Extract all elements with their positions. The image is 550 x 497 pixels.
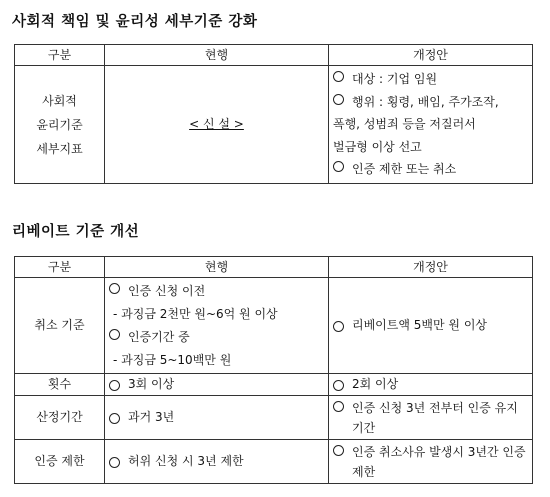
header-current: 현행	[105, 257, 329, 278]
list-item-text: 인증기간 중	[128, 329, 190, 344]
list-item-text: 인증 신청 이전	[128, 283, 206, 298]
section2-title: 리베이트 기준 개선	[12, 224, 140, 240]
list-item-text: 허위 신청 시 3년 제한	[128, 454, 244, 469]
list-subitem	[109, 303, 324, 326]
circle-bullet-icon	[109, 283, 120, 294]
list-item-text: 인증 제한 또는 취소	[352, 162, 457, 177]
list-item-text: 행위 : 횡령, 배임, 주가조작,	[352, 94, 499, 109]
circle-bullet-icon	[333, 401, 344, 412]
current-cell	[105, 66, 329, 184]
section1-title: 사회적 책임 및 윤리성 세부기준 강화	[12, 14, 258, 30]
current-cell	[105, 396, 329, 440]
current-cell	[105, 278, 329, 374]
list-item-continuation	[333, 113, 528, 136]
table-row	[15, 440, 533, 484]
list-item	[333, 158, 528, 181]
current-cell	[105, 440, 329, 484]
header-row	[15, 257, 533, 278]
list-item	[109, 454, 324, 468]
header-row	[15, 45, 533, 66]
list-item	[333, 68, 528, 91]
circle-bullet-icon	[109, 380, 120, 391]
list-item-text: 3회 이상	[128, 377, 175, 392]
circle-bullet-icon	[333, 321, 344, 332]
table-row	[15, 278, 533, 374]
circle-bullet-icon	[333, 94, 344, 105]
new-establishment-text: < 신 설 >	[189, 117, 244, 132]
circle-bullet-icon	[109, 457, 120, 468]
list-item-text: 과거 3년	[128, 410, 175, 425]
list-item	[333, 377, 528, 391]
table-row	[15, 396, 533, 440]
circle-bullet-icon	[109, 329, 120, 340]
list-item	[333, 318, 528, 332]
list-item	[333, 442, 528, 482]
header-category: 구분	[15, 257, 105, 278]
list-item-text: 대상 : 기업 임원	[352, 72, 438, 87]
row-label: 인증 제한	[15, 440, 105, 484]
row-label: 산정기간	[15, 396, 105, 440]
list-item-text: 리베이트액 5백만 원 이상	[352, 318, 487, 333]
label-line: 사회적	[42, 93, 77, 108]
revised-cell	[329, 278, 533, 374]
circle-bullet-icon	[109, 413, 120, 424]
row-label: 취소 기준	[15, 278, 105, 374]
circle-bullet-icon	[333, 445, 344, 456]
rebate-criteria-table	[14, 256, 533, 484]
row-label: 횟수	[15, 374, 105, 396]
row-label	[15, 66, 105, 184]
circle-bullet-icon	[333, 161, 344, 172]
list-item-text: 2회 이상	[352, 377, 399, 392]
table-row	[15, 374, 533, 396]
list-subitem	[109, 349, 324, 372]
list-item-text: 인증 취소사유 발생시 3년간 인증 제한	[352, 444, 526, 479]
current-cell	[105, 374, 329, 396]
list-item-text: 폭행, 성범죄 등을 저질러서	[333, 117, 476, 132]
revised-cell	[329, 440, 533, 484]
list-item	[109, 410, 324, 424]
list-item	[333, 398, 528, 438]
ethics-criteria-table	[14, 44, 533, 184]
label-line: 윤리기준	[36, 117, 83, 132]
revised-cell	[329, 396, 533, 440]
circle-bullet-icon	[333, 380, 344, 391]
list-item	[109, 280, 324, 303]
list-item	[109, 326, 324, 349]
list-item-continuation	[333, 136, 528, 159]
list-item-text: 벌금형 이상 선고	[333, 139, 422, 154]
label-line: 세부지표	[36, 141, 83, 156]
revised-cell	[329, 374, 533, 396]
table-row	[15, 66, 533, 184]
header-current: 현행	[105, 45, 329, 66]
circle-bullet-icon	[333, 71, 344, 82]
list-item-text: - 과징금 5~10백만 원	[113, 352, 232, 367]
revised-cell	[329, 66, 533, 184]
list-item-text: - 과징금 2천만 원~6억 원 이상	[113, 306, 278, 321]
header-revised: 개정안	[329, 257, 533, 278]
list-item	[333, 91, 528, 114]
header-revised: 개정안	[329, 45, 533, 66]
header-category: 구분	[15, 45, 105, 66]
list-item-text: 인증 신청 3년 전부터 인증 유지기간	[352, 400, 518, 435]
list-item	[109, 377, 324, 391]
